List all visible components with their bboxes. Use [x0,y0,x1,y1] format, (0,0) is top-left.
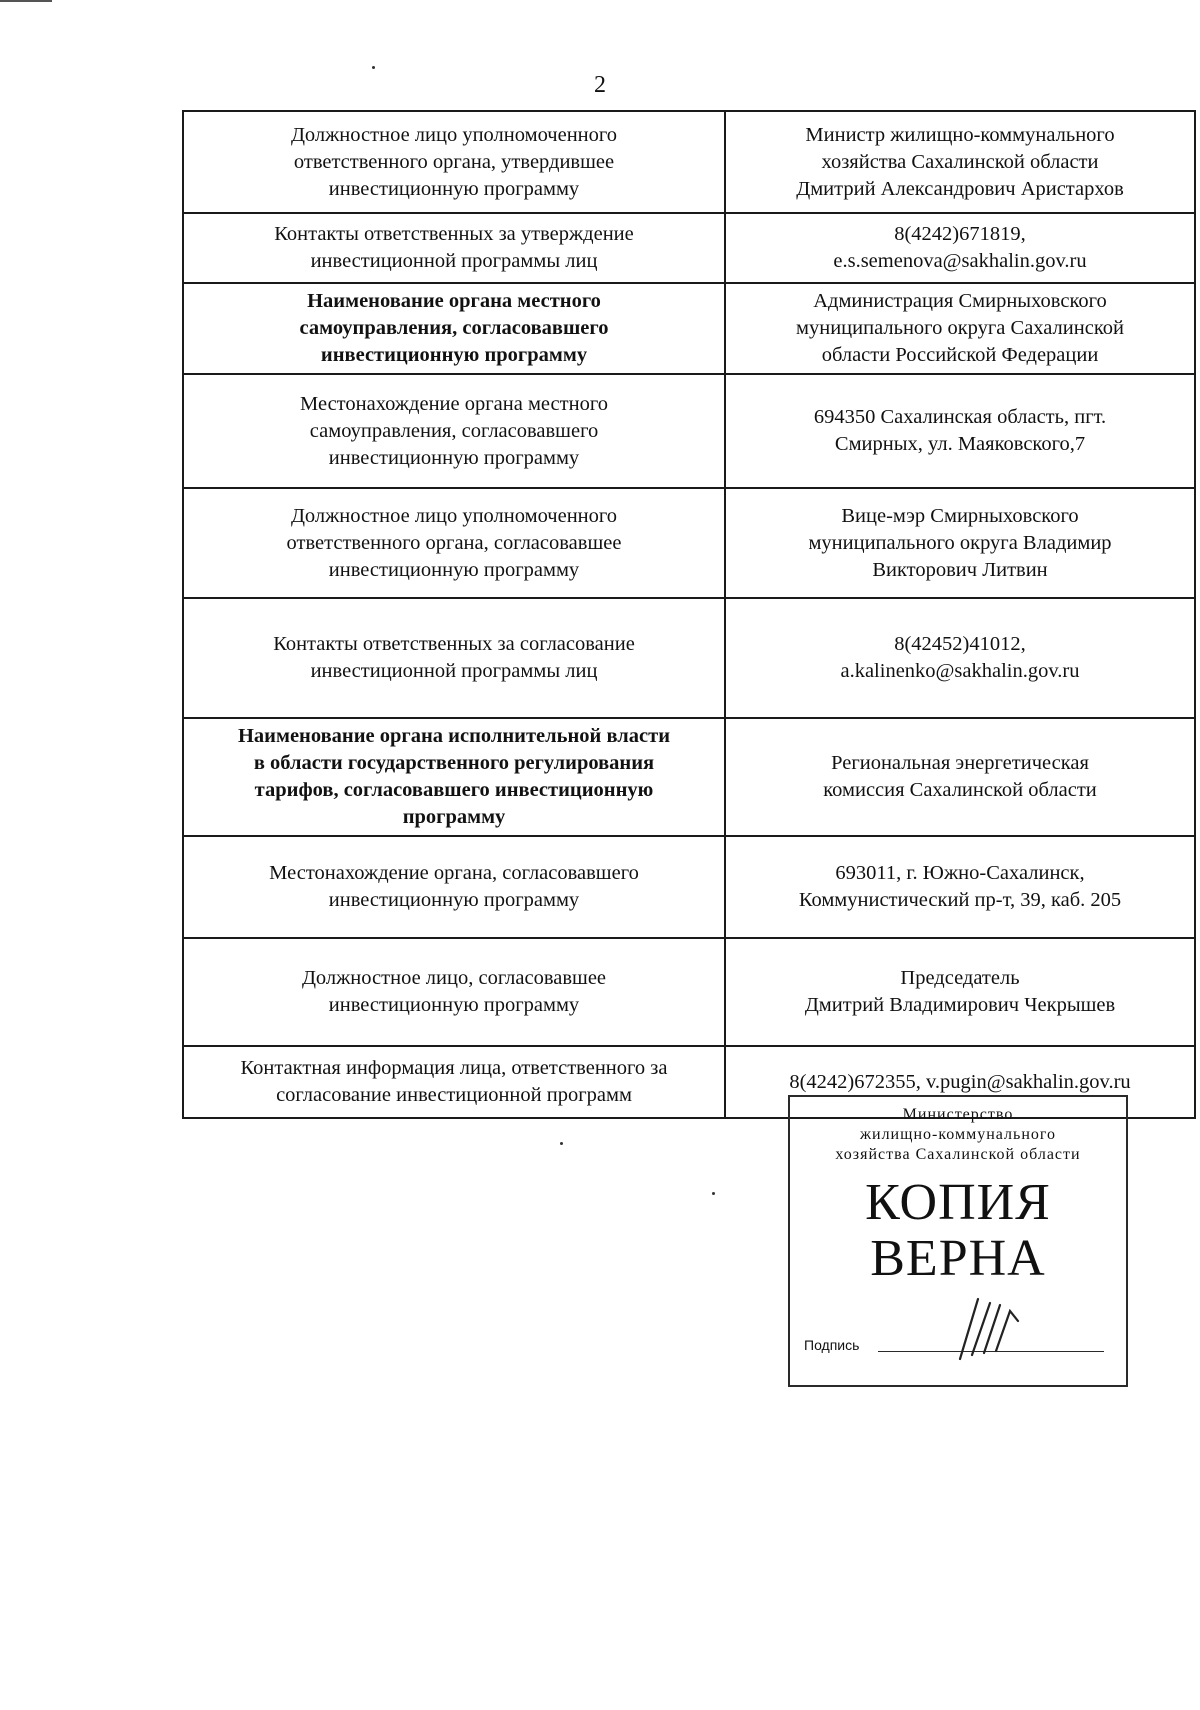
scan-speck [372,66,375,69]
scan-speck [712,1192,715,1195]
row-value: Администрация Смирныховского муниципального округа Сахалинской области Российской Федерации [725,283,1195,374]
stamp-title: КОПИЯ ВЕРНА [865,1174,1051,1287]
handwritten-signature-icon [950,1293,1030,1363]
table-row [183,718,1195,836]
info-table [182,110,1196,1119]
table-row [183,598,1195,718]
row-label: Наименование органа местного самоуправления, согласовавшего инвестиционную программу [183,283,725,374]
row-label: Должностное лицо уполномоченного ответственного органа, утвердившее инвестиционную программу [183,111,725,213]
stamp-signature-label: Подпись [804,1337,860,1353]
row-value: 8(4242)672355, v.pugin@sakhalin.gov.ru [725,1046,1195,1118]
stamp-organization: Министерство жилищно-коммунального хозяйства Сахалинской области [835,1106,1081,1163]
table-row [183,283,1195,374]
row-label: Должностное лицо, согласовавшее инвестиционную программу [183,938,725,1046]
row-label: Наименование органа исполнительной власти в области государственного регулирования тарифов, согласовавшего инвестиционную программу [183,718,725,836]
row-value: Министр жилищно-коммунального хозяйства Сахалинской области Дмитрий Александрович Аристархов [725,111,1195,213]
table-row [183,938,1195,1046]
row-value: Вице-мэр Смирныховского муниципального округа Владимир Викторович Литвин [725,488,1195,598]
row-label: Контакты ответственных за утверждение инвестиционной программы лиц [183,213,725,283]
table-row [183,111,1195,213]
row-label: Контакты ответственных за согласование инвестиционной программы лиц [183,598,725,718]
row-value: 694350 Сахалинская область, пгт. Смирных, ул. Маяковского,7 [725,374,1195,488]
row-value: 693011, г. Южно-Сахалинск, Коммунистический пр-т, 39, каб. 205 [725,836,1195,938]
table-row [183,836,1195,938]
table-row [183,374,1195,488]
row-label: Должностное лицо уполномоченного ответственного органа, согласовавшее инвестиционную программу [183,488,725,598]
table-row [183,213,1195,283]
row-value: 8(4242)671819, e.s.semenova@sakhalin.gov.ru [725,213,1195,283]
certification-stamp [788,1095,1128,1387]
scan-edge-mark [0,0,52,2]
row-label: Местонахождение органа, согласовавшего инвестиционную программу [183,836,725,938]
row-value: Председатель Дмитрий Владимирович Чекрышев [725,938,1195,1046]
scan-speck [560,1142,563,1145]
row-value: Региональная энергетическая комиссия Сахалинской области [725,718,1195,836]
table-row [183,488,1195,598]
row-value: 8(42452)41012, a.kalinenko@sakhalin.gov.ru [725,598,1195,718]
row-label: Местонахождение органа местного самоуправления, согласовавшего инвестиционную программу [183,374,725,488]
row-label: Контактная информация лица, ответственного за согласование инвестиционной программ [183,1046,725,1118]
page-number: 2 [594,72,606,98]
